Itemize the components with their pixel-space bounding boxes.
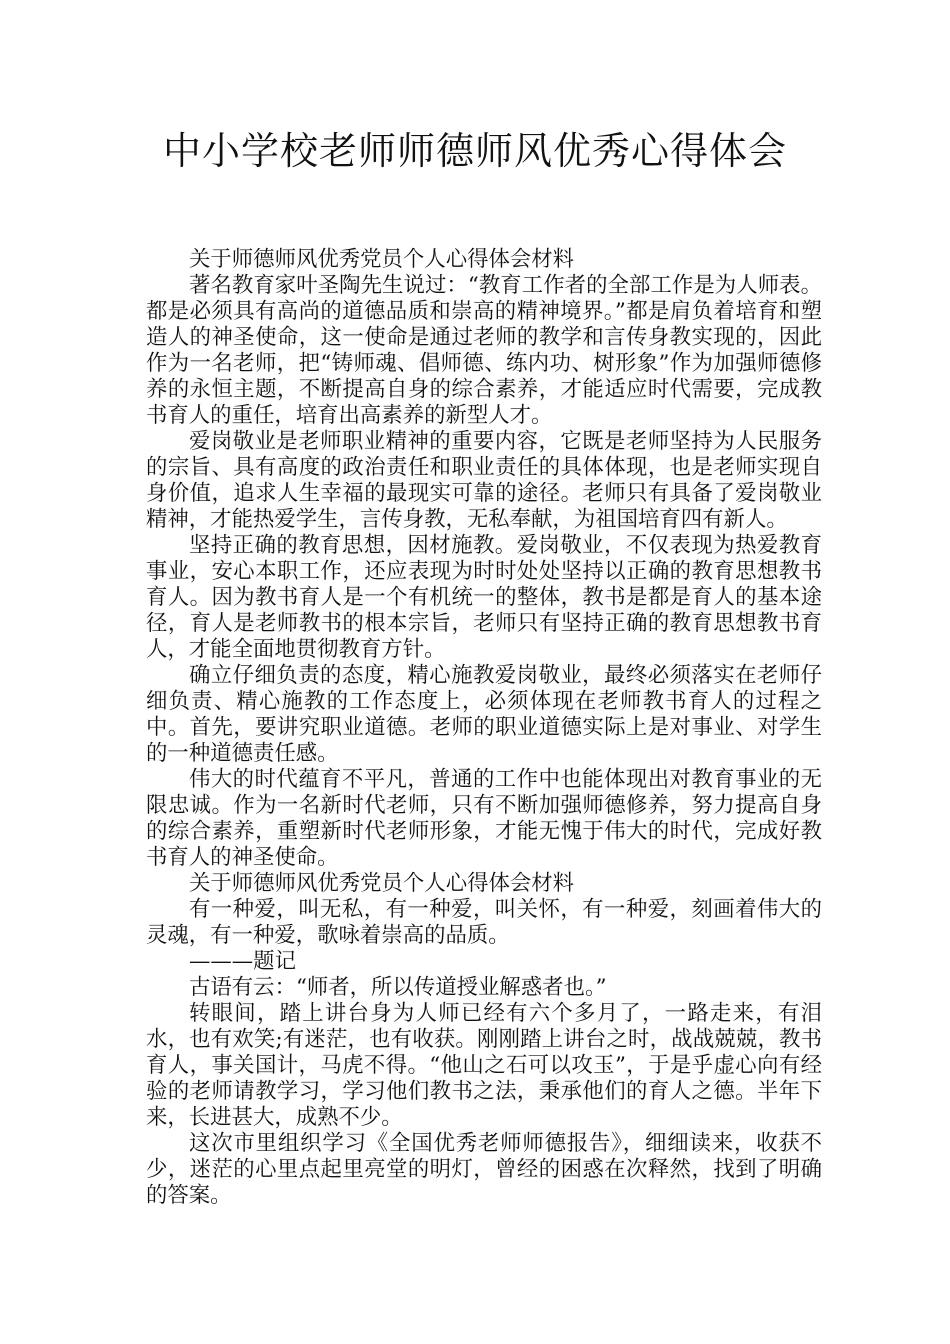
paragraph-2: 爱岗敬业是老师职业精神的重要内容，它既是老师坚持为人民服务的宗旨、具有高度的政治责任和职业责任的具体体现，也是老师实现自身价值，追求人生幸福的最现实可靠的途径。老师只有具备了爱岗敬业精神，才能热爱学生，言传身教，无私奉献，为祖国培育四有新人。 <box>146 429 822 532</box>
paragraph-7: 古语有云：“师者，所以传道授业解惑者也。” <box>189 975 607 1000</box>
paragraph-9: 这次市里组织学习《全国优秀老师师德报告》，细细读来，收获不少，迷茫的心里点起里亮堂的明灯，曾经的困惑在次释然，找到了明确的答案。 <box>146 1131 822 1208</box>
paragraph-5: 伟大的时代蕴育不平凡，普通的工作中也能体现出对教育事业的无限忠诚。作为一名新时代老师，只有不断加强师德修养，努力提高自身的综合素养，重塑新时代老师形象，才能无愧于伟大的时代，完成好教书育人的神圣使命。 <box>146 767 822 870</box>
paragraph-subtitle-2: 关于师德师风优秀党员个人心得体会材料 <box>189 871 575 896</box>
document-body <box>146 247 822 1209</box>
paragraph-epigraph: ———题记 <box>189 949 296 974</box>
document-title: 中小学校老师师德师风优秀心得体会 <box>162 129 787 173</box>
paragraph-6: 有一种爱，叫无私，有一种爱，叫关怀，有一种爱，刻画着伟大的灵魂，有一种爱，歌咏着崇高的品质。 <box>146 897 822 948</box>
paragraph-1: 著名教育家叶圣陶先生说过：“教育工作者的全部工作是为人师表。都是必须具有高尚的道德品质和崇高的精神境界。”都是肩负着培育和塑造人的神圣使命，这一使命是通过老师的教学和言传身教实现的，因此作为一名老师，把“铸师魂、倡师德、练内功、树形象”作为加强师德修养的永恒主题，不断提高自身的综合素养，才能适应时代需要，完成教书育人的重任，培育出高素养的新型人才。 <box>146 273 822 428</box>
paragraph-4: 确立仔细负责的态度，精心施教爱岗敬业，最终必须落实在老师仔细负责、精心施教的工作态度上，必须体现在老师教书育人的过程之中。首先，要讲究职业道德。老师的职业道德实际上是对事业、对学生的一种道德责任感。 <box>146 663 822 766</box>
paragraph-3: 坚持正确的教育思想，因材施教。爱岗敬业，不仅表现为热爱教育事业，安心本职工作，还应表现为时时处处坚持以正确的教育思想教书育人。因为教书育人是一个有机统一的整体，教书是都是育人的基本途径，育人是老师教书的根本宗旨，老师只有坚持正确的教育思想教书育人，才能全面地贯彻教育方针。 <box>146 533 822 662</box>
paragraph-8: 转眼间，踏上讲台身为人师已经有六个多月了，一路走来，有泪水，也有欢笑;有迷茫，也有收获。刚刚踏上讲台之时，战战兢兢，教书育人，事关国计，马虎不得。“他山之石可以攻玉”，于是乎虚心向有经验的老师请教学习，学习他们教书之法，秉承他们的育人之德。半年下来，长进甚大，成熟不少。 <box>146 1001 822 1130</box>
paragraph-subtitle-1: 关于师德师风优秀党员个人心得体会材料 <box>189 247 575 272</box>
